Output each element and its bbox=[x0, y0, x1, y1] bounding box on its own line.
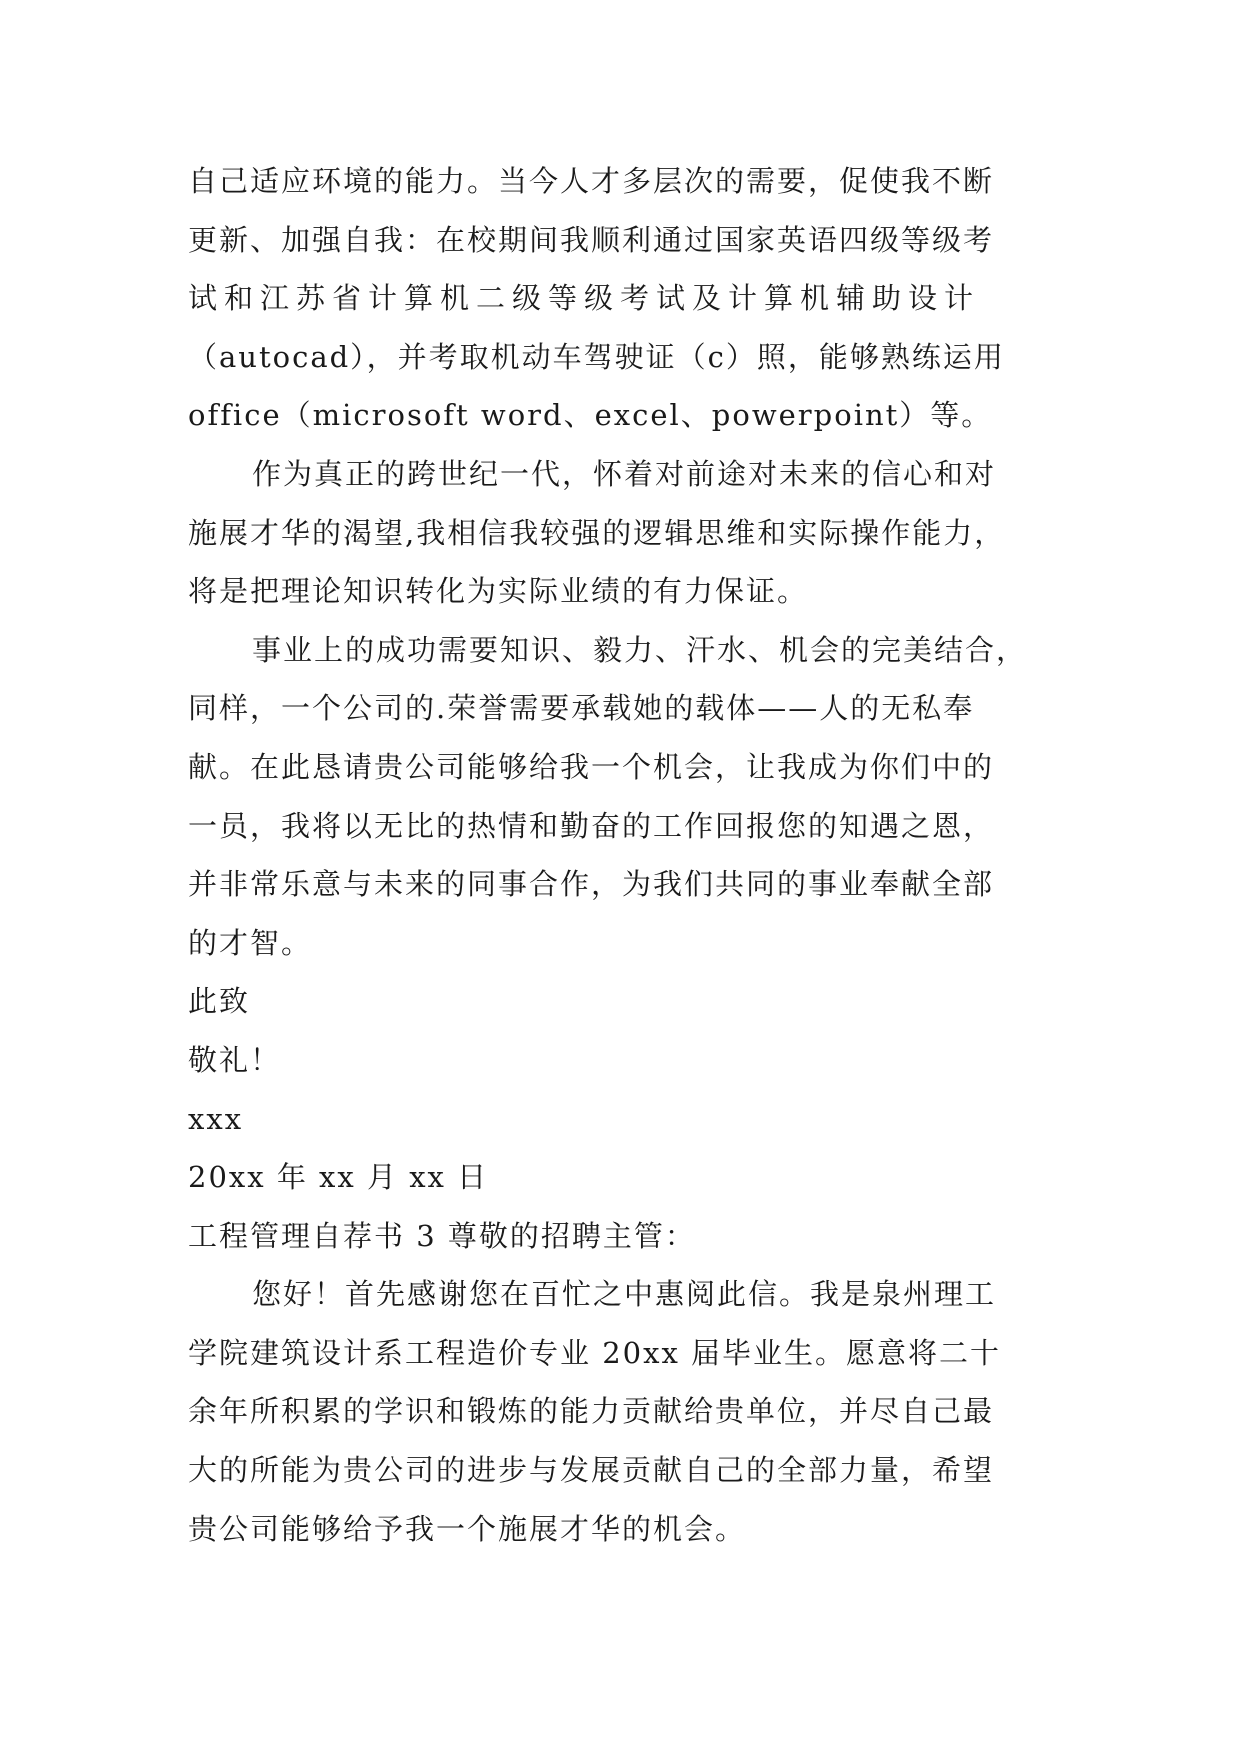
text-line: 将是把理论知识转化为实际业绩的有力保证。 bbox=[188, 574, 809, 609]
text-line: 并非常乐意与未来的同事合作，为我们共同的事业奉献全部 bbox=[188, 867, 995, 902]
text-line: 学院建筑设计系工程造价专业 20xx 届毕业生。愿意将二十 bbox=[188, 1335, 1002, 1370]
paragraph-start-line: 您好！首先感谢您在百忙之中惠阅此信。我是泉州理工 bbox=[252, 1277, 997, 1312]
section-heading-line: 工程管理自荐书 3 尊敬的招聘主管： bbox=[188, 1218, 696, 1253]
text-line: 自己适应环境的能力。当今人才多层次的需要，促使我不断 bbox=[188, 164, 995, 198]
text-line: 施展才华的渴望,我相信我较强的逻辑思维和实际操作能力， bbox=[188, 515, 1006, 550]
closing-salutation: 此致 bbox=[188, 984, 251, 1019]
text-line: 献。在此恳请贵公司能够给我一个机会，让我成为你们中的 bbox=[188, 749, 995, 784]
paragraph-start-line: 事业上的成功需要知识、毅力、汗水、机会的完美结合， bbox=[252, 632, 1028, 667]
text-line: 试和江苏省计算机二级等级考试及计算机辅助设计 bbox=[188, 281, 981, 316]
text-line: 更新、加强自我：在校期间我顺利通过国家英语四级等级考 bbox=[188, 222, 995, 257]
text-line: 同样，一个公司的.荣誉需要承载她的载体——人的无私奉 bbox=[188, 691, 975, 726]
closing-regards: 敬礼！ bbox=[188, 1042, 282, 1077]
text-line: 的才智。 bbox=[188, 925, 313, 960]
text-line: 贵公司能够给予我一个施展才华的机会。 bbox=[188, 1511, 747, 1546]
text-line: 余年所积累的学识和锻炼的能力贡献给贵单位，并尽自己最 bbox=[188, 1394, 995, 1429]
text-line: 一员，我将以无比的热情和勤奋的工作回报您的知遇之恩， bbox=[188, 808, 995, 843]
letter-body bbox=[188, 152, 1058, 1558]
text-line: office（microsoft word、excel、powerpoint）等。 bbox=[188, 398, 993, 433]
text-line: 大的所能为贵公司的进步与发展贡献自己的全部力量，希望 bbox=[188, 1453, 995, 1488]
text-line: （autocad），并考取机动车驾驶证（c）照，能够熟练运用 bbox=[188, 339, 1005, 374]
signature-name: xxx bbox=[188, 1101, 244, 1136]
paragraph-start-line: 作为真正的跨世纪一代，怀着对前途对未来的信心和对 bbox=[252, 456, 997, 491]
signature-date: 20xx 年 xx 月 xx 日 bbox=[188, 1160, 489, 1195]
